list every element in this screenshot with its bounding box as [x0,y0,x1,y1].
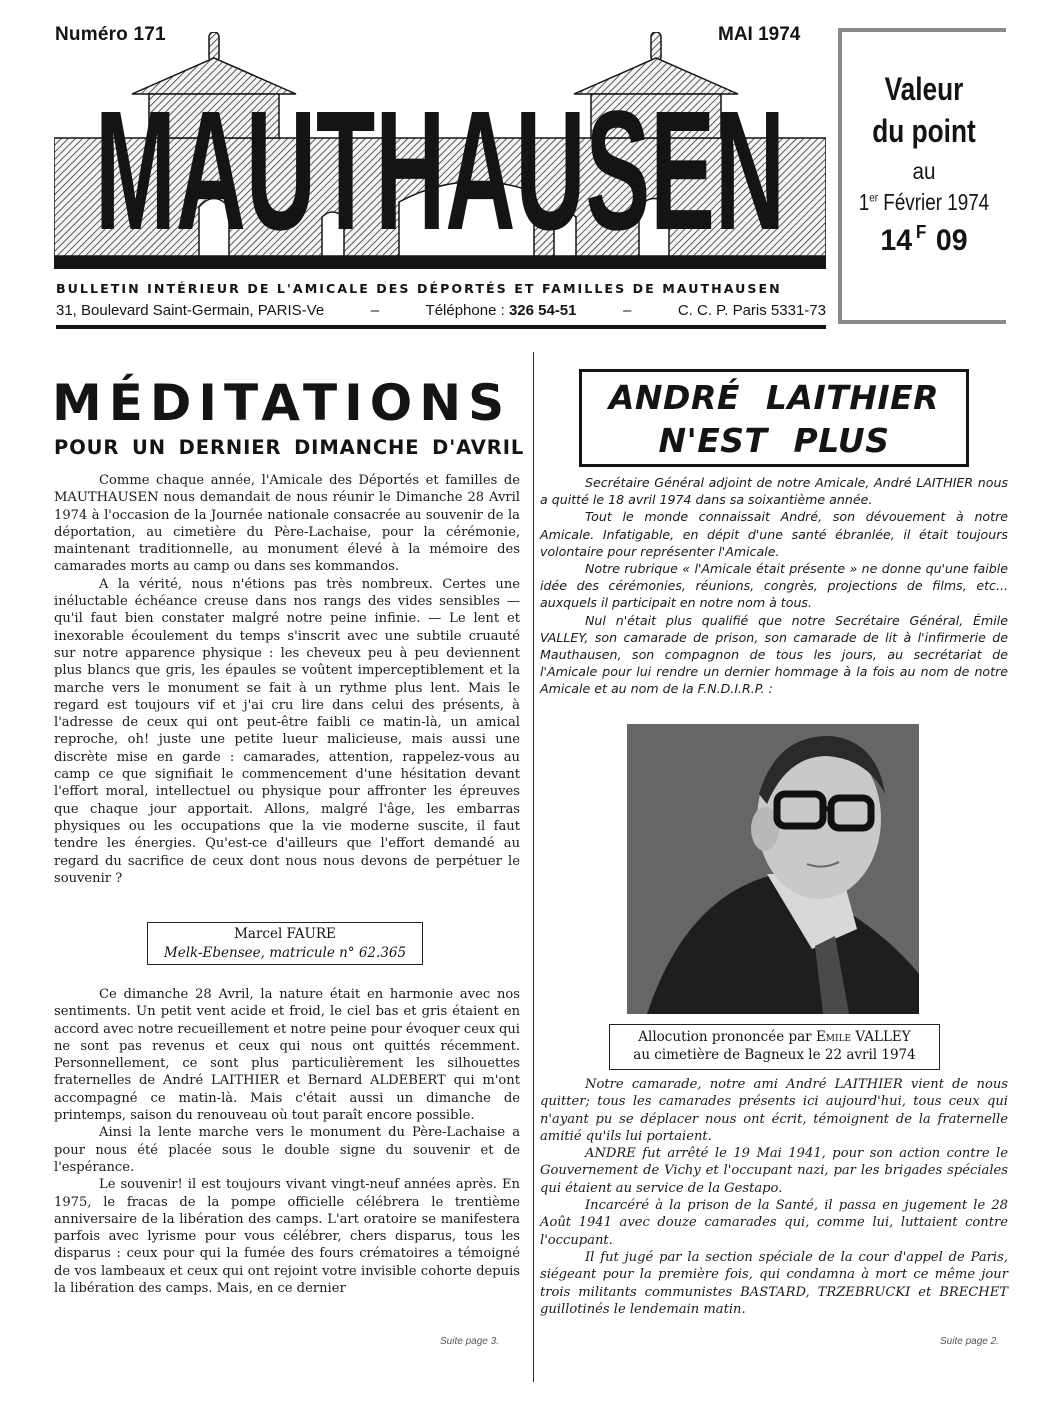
value-cents: 09 [935,224,968,258]
paragraph: Il fut jugé par la section spéciale de la cour d'appel de Paris, siégeant pour la première fois, qui condamna à mort ce même jour trois militants communistes BASTARD, TRZEBRUCKI et BRECHET guillotinés le lendemain matin. [540,1249,1008,1317]
article-body-part2 [54,986,520,1297]
obituary-intro [540,474,1008,698]
paragraph: Notre camarade, notre ami André LAITHIER vient de nous quitter; tous les camarades présents ici aujourd'hui, tous ceux qui n'ayant pu se déplacer nous ont écrit, témoignent de la fraternelle amitié qu'ils lui portaient. [540,1077,1008,1144]
paragraph: Nul n'était plus qualifié que notre Secrétaire Général, Émile VALLEY, son camarade de prison, son camarade de lit à l'infirmerie de Mauthausen, son compagnon de tous les jours, au secrétariat de l'Amicale pour lui rendre un dernier hommage à la fois au nom de notre Amicale et au nom de la F.N.D.I.R.P. : [540,612,1008,697]
author-signature-box [147,922,423,965]
address-line [56,302,826,319]
portrait-photo [627,724,919,1014]
date-rest: Février 1974 [878,189,990,216]
address: 31, Boulevard Saint-Germain, PARIS-Ve [56,302,325,319]
paragraph: Le souvenir! il est toujours vivant vingt-neuf années après. En 1975, le fracas de la pompe officielle célébrera le trentième anniversaire de la libération des camps. L'art oratoire se manifestera parfois avec lyrisme pour vous célébrer, chers disparus, tous les disparus : ceux pour qui la fumée des fours crématoires a témoigné de vos lambeaux et ceux qui ont rejoint votre invisible cohorte depuis la libération des camps. Mais, en ce dernier [54,1177,520,1297]
gatehouse-illustration [54,32,826,272]
point-value [846,222,1002,258]
portrait-image [627,724,919,1014]
paragraph: Comme chaque année, l'Amicale des Déportés et familles de MAUTHAUSEN nous demandait de nous réunir le Dimanche 28 Avril 1974 à l'occasion de la Journée nationale consacrée au souvenir de la déportation, au cimetière du Père-Lachaise, pour la cérémonie, maintenant traditionnelle, au monument élevé à la mémoire des camarades morts au camp ou dans ses kommandos. [54,473,520,575]
obituary-title-line1: ANDRÉ LAITHIER [608,378,940,417]
photo-caption-box [609,1024,940,1070]
ccp: C. C. P. Paris 5331-73 [677,302,826,319]
bulletin-subtitle: BULLETIN INTÉRIEUR DE L'AMICALE DES DÉPORTÉS ET FAMILLES DE MAUTHAUSEN [56,281,782,296]
date-day: 1 [858,189,870,216]
phone [426,302,577,319]
point-box-line3: au [912,158,936,185]
paragraph: Incarcéré à la prison de la Santé, il passa en jugement le 28 Août 1941 avec douze camarades qui, comme lui, luttaient contre l'occupant. [540,1198,1008,1248]
obituary-title-box [579,369,969,467]
speech-text [540,1076,1008,1318]
paragraph: A la vérité, nous n'étions pas très nombreux. Certes une inéluctable échéance creuse dans nos rangs des vides sensibles — qu'il faut bien constater malgré notre peine infinie. — Le lent et inexorable écoulement du temps s'inscrit avec une subtile cruauté sur notre apparence physique : les cheveux peu à peu deviennent plus blancs que gris, les épaules se voûtent imperceptiblement et la marche vers le monument se fait à un rythme plus lent. Mais le regard est toujours vif et j'ai cru lire dans celui des présents, à l'adresse de ceux qui ont peut-être faibli ce matin-là, un amical reproche, oh! juste une petite lueur malicieuse, mais aussi une discrète mise en garde : camarades, attention, rappelez-vous au camp ce que signifiait le commencement d'une hésitation devant l'effort moral, intellectuel ou physique pour affronter les épreuves que chaque jour apportait. Allons, malgré l'âge, les embarras physiques ou les occupations que la vie moderne suscite, il faut tendre les énergies. Qu'est-ce d'ailleurs que l'effort demandé au regard du sacrifice de ceux dont nous nous devons de perpétuer le souvenir ? [54,576,520,886]
continued-link: Suite page 2. [940,1336,999,1347]
mauthausen-logo [54,32,826,272]
article-body-part1 [54,472,520,887]
value-francs: 14 [880,224,913,258]
paragraph: Secrétaire Général adjoint de notre Amicale, André LAITHIER nous a quitté le 18 avril 1974 dans sa soixantième année. [540,475,1008,508]
issue-date: MAI 1974 [718,24,801,45]
date-sup: er [869,190,879,205]
paragraph: Ce dimanche 28 Avril, la nature était en harmonie avec nos sentiments. Un petit vent acide et froid, le ciel bas et gris étaient en accord avec notre recueillement et notre peine pour évoquer ceux qui ne sont pas revenus et ceux qui nous ont quittés récemment. Personnellement, ce sont plus particulièrement les silhouettes fraternelles de André LAITHIER et Bernard ALDEBERT qui m'ont accompagné ce matin-là. Mais c'était aussi un dimanche de printemps, saison du renouveau où tout paraît encore possible. [54,987,520,1124]
caption-prefix: Allocution prononcée par [638,1029,812,1045]
phone-number: 326 54-51 [508,302,577,319]
caption-line1 [610,1028,939,1046]
separator: – [623,302,632,319]
point-box-date [857,189,991,216]
continued-link: Suite page 3. [440,1336,499,1347]
caption-speaker: Emile VALLEY [815,1029,911,1045]
point-box-line1: Valeur [884,71,964,107]
value-unit: F [915,222,927,243]
paragraph: Tout le monde connaissait André, son dévouement à notre Amicale. Infatigable, en dépit d'une santé ébranlée, il était toujours volontaire pour représenter l'Amicale. [540,509,1008,559]
masthead-rule [56,325,826,329]
point-box-line2: du point [872,112,976,149]
paragraph: Notre rubrique « l'Amicale était présente » ne donne qu'une faible idée des cérémonies, réunions, congrès, projections de films, etc... auxquels il participait en notre nom à tous. [540,561,1008,611]
author-name: Marcel FAURE [234,926,336,942]
issue-number: Numéro 171 [55,24,166,45]
point-value-box [838,28,1006,324]
paragraph: Ainsi la lente marche vers le monument du Père-Lachaise a pour nous été placée sous le double signe du souvenir et de l'espérance. [54,1125,520,1175]
caption-line2: au cimetière de Bagneux le 22 avril 1974 [633,1047,916,1063]
paragraph: ANDRE fut arrêté le 19 Mai 1941, pour son action contre le Gouvernement de Vichy et l'occupant nazi, par les brigades spéciales qui étaient au service de la Gestapo. [540,1146,1008,1196]
column-divider [533,352,534,1382]
article-subtitle: POUR UN DERNIER DIMANCHE D'AVRIL [54,436,525,459]
article-title-meditations: MÉDITATIONS [52,374,512,432]
phone-label: Téléphone : [425,302,505,319]
logo-wordmark: MAUTHAUSEN [95,76,785,266]
separator: – [370,302,380,319]
author-role: Melk-Ebensee, matricule n° 62.365 [163,945,407,961]
obituary-title-line2: N'EST PLUS [658,421,890,460]
